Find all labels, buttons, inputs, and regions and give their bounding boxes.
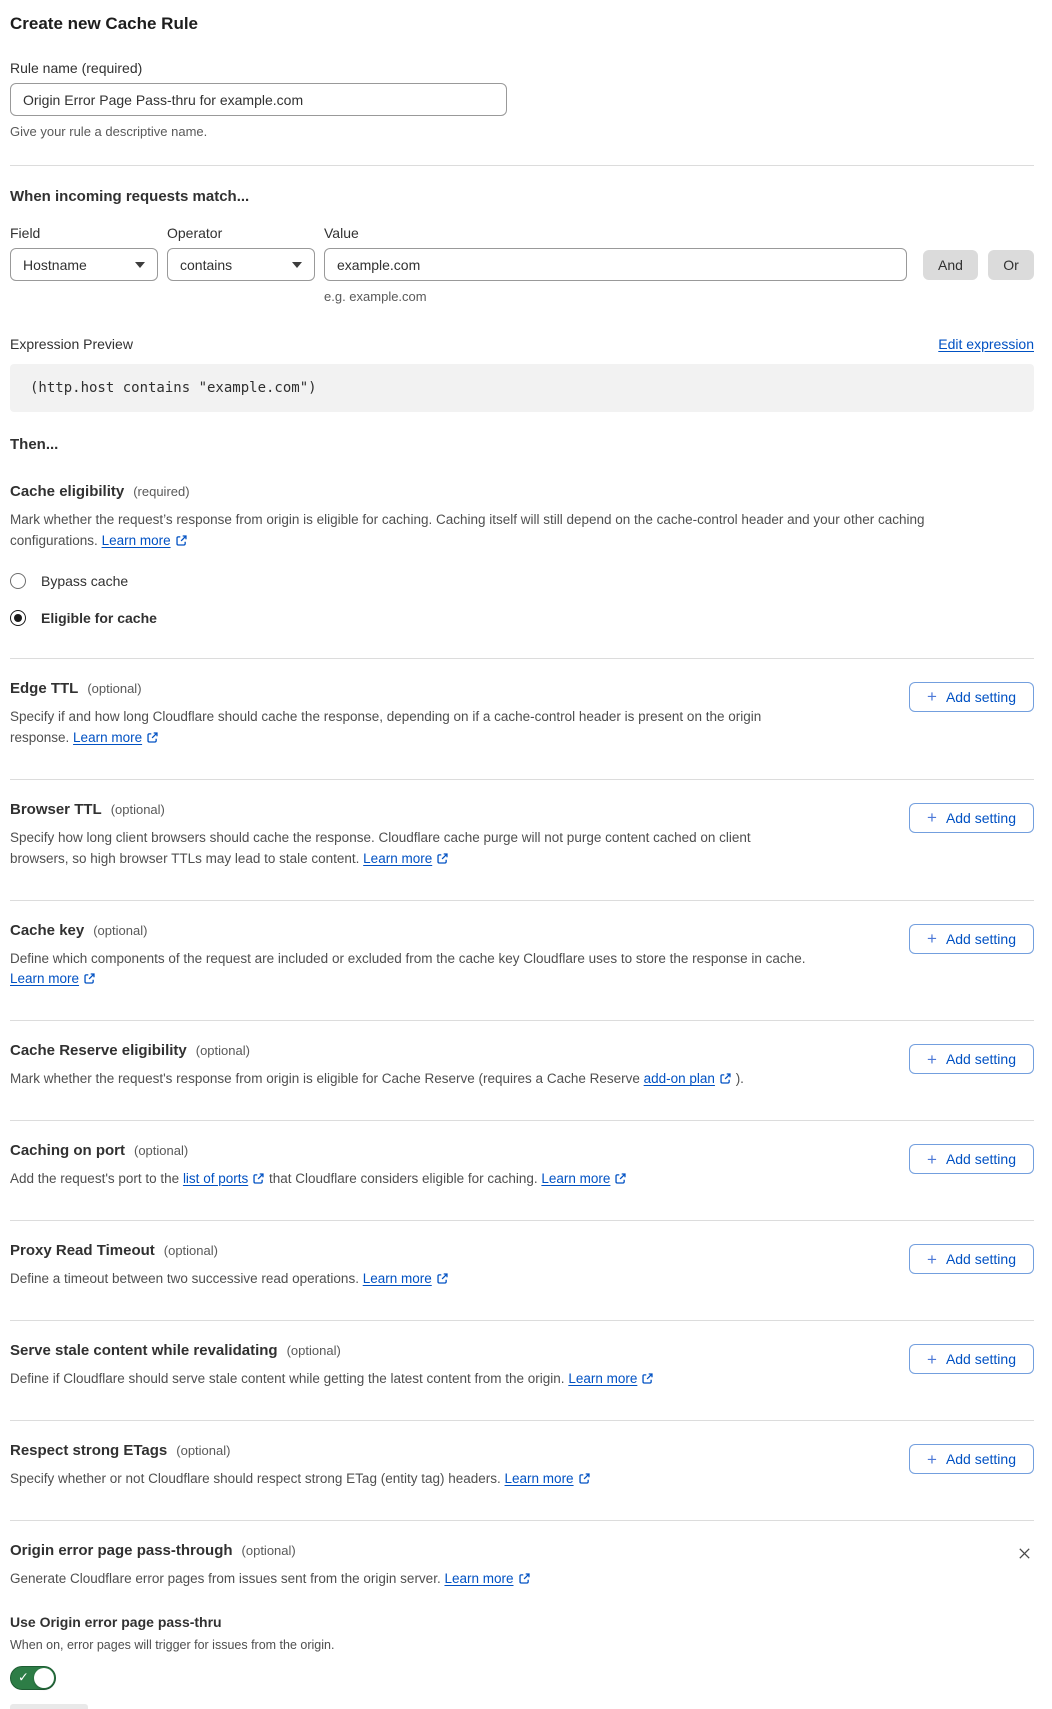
setting-title: Respect strong ETags: [10, 1442, 168, 1460]
chevron-down-icon: [135, 262, 145, 268]
setting-proxy-read-timeout: [10, 1221, 1034, 1320]
external-link-icon: [175, 534, 188, 547]
match-heading: When incoming requests match...: [10, 188, 250, 205]
origin-error-toggle[interactable]: [10, 1666, 56, 1690]
setting-respect-strong-etags: [10, 1421, 1034, 1520]
optional-badge: (optional): [87, 680, 142, 696]
chevron-down-icon: [292, 262, 302, 268]
expression-preview-code: (http.host contains "example.com"): [10, 364, 1034, 412]
learn-more-link[interactable]: Learn more: [101, 532, 171, 548]
external-link-icon: [436, 1272, 449, 1285]
cache-eligibility-options: [10, 573, 1034, 626]
external-link-icon: [146, 731, 159, 744]
expression-preview-label: Expression Preview: [10, 336, 133, 352]
page-title: Create new Cache Rule: [10, 14, 199, 33]
and-button[interactable]: And: [923, 250, 978, 280]
field-select[interactable]: [10, 248, 158, 281]
required-badge: (required): [133, 484, 190, 499]
setting-title: Edge TTL: [10, 679, 79, 697]
add-setting-button[interactable]: + Add setting: [909, 682, 1034, 712]
setting-cache-reserve-eligibility: [10, 1021, 1034, 1120]
setting-description: Define a timeout between two successive read operations. Learn more: [10, 1269, 810, 1290]
setting-title: Caching on port: [10, 1142, 125, 1160]
match-row: [10, 225, 1034, 304]
value-label: Value: [324, 225, 359, 241]
value-input[interactable]: [324, 248, 907, 281]
list-of-ports-link[interactable]: list of ports: [182, 1171, 249, 1187]
plus-icon: +: [927, 687, 937, 707]
setting-description: Specify whether or not Cloudflare should respect strong ETag (entity tag) headers. Learn more: [10, 1469, 810, 1490]
plus-icon: +: [927, 1449, 937, 1469]
cut-off-element: [10, 1704, 88, 1709]
external-link-icon: [578, 1472, 591, 1485]
plus-icon: +: [927, 808, 937, 828]
plus-icon: +: [927, 1049, 937, 1069]
radio-label: Eligible for cache: [41, 609, 157, 626]
setting-description: Generate Cloudflare error pages from issues sent from the origin server. Learn more: [10, 1569, 810, 1590]
setting-cache-key: [10, 901, 1034, 1021]
setting-title: Browser TTL: [10, 800, 102, 818]
setting-edge-ttl: [10, 659, 1034, 779]
setting-description: Mark whether the request's response from origin is eligible for Cache Reserve (requires a Cache Reserve add-on plan ).: [10, 1071, 744, 1087]
learn-more-link[interactable]: Learn more: [541, 1171, 611, 1187]
learn-more-link[interactable]: Learn more: [73, 729, 143, 745]
setting-caching-on-port: [10, 1121, 1034, 1220]
learn-more-link[interactable]: Learn more: [568, 1371, 638, 1387]
learn-more-link[interactable]: Learn more: [10, 971, 80, 987]
external-link-icon: [83, 972, 96, 985]
learn-more-link[interactable]: Learn more: [444, 1570, 514, 1586]
plus-icon: +: [927, 1249, 937, 1269]
setting-title: Origin error page pass-through: [10, 1541, 233, 1559]
setting-title: Proxy Read Timeout: [10, 1242, 155, 1260]
optional-badge: (optional): [286, 1343, 341, 1359]
learn-more-link[interactable]: Learn more: [362, 1271, 432, 1287]
setting-browser-ttl: [10, 780, 1034, 900]
external-link-icon: [719, 1072, 732, 1085]
divider: [10, 165, 1034, 166]
setting-description: Define if Cloudflare should serve stale content while getting the latest content from the origin. Learn more: [10, 1369, 810, 1390]
value-hint: e.g. example.com: [324, 289, 427, 304]
optional-badge: (optional): [176, 1443, 231, 1459]
setting-description: Specify if and how long Cloudflare should cache the response, depending on if a cache-control header is present on the origin response. Learn more: [10, 708, 762, 745]
setting-description: Add the request's port to the list of ports that Cloudflare considers eligible for caching. Learn more: [10, 1169, 810, 1190]
optional-badge: (optional): [110, 801, 165, 817]
setting-serve-stale-content: [10, 1321, 1034, 1420]
radio-bypass-cache[interactable]: [10, 573, 1034, 589]
plus-icon: +: [927, 1149, 937, 1169]
expression-header: [10, 336, 1034, 352]
setting-title: Serve stale content while revalidating: [10, 1342, 278, 1360]
add-setting-button[interactable]: + Add setting: [909, 803, 1034, 833]
plus-icon: +: [927, 1349, 937, 1369]
optional-badge: (optional): [195, 1043, 250, 1059]
plus-icon: +: [927, 929, 937, 949]
then-heading: Then...: [10, 436, 59, 453]
remove-setting-button[interactable]: [1015, 1544, 1034, 1566]
setting-description: Specify how long client browsers should cache the response. Cloudflare cache purge will not purge content cached on client browsers, so high browser TTLs may lead to stale content. Learn more: [10, 829, 751, 866]
close-icon: [1017, 1549, 1032, 1564]
add-setting-button[interactable]: + Add setting: [909, 1144, 1034, 1174]
external-link-icon: [641, 1372, 654, 1385]
add-setting-button[interactable]: + Add setting: [909, 1244, 1034, 1274]
setting-origin-error-page-pass-through: [10, 1521, 1034, 1709]
operator-select[interactable]: [167, 248, 315, 281]
setting-title: Cache key: [10, 921, 85, 939]
add-setting-button[interactable]: + Add setting: [909, 1344, 1034, 1374]
cache-eligibility-section: [10, 483, 1034, 626]
optional-badge: (optional): [93, 922, 148, 938]
add-setting-button[interactable]: + Add setting: [909, 1044, 1034, 1074]
operator-select-value: contains: [180, 256, 233, 273]
toggle-label: Use Origin error page pass-thru: [10, 1613, 222, 1630]
radio-icon[interactable]: [10, 573, 26, 589]
learn-more-link[interactable]: Learn more: [363, 850, 433, 866]
external-link-icon: [436, 852, 449, 865]
external-link-icon: [518, 1572, 531, 1585]
setting-title: Cache Reserve eligibility: [10, 1042, 187, 1060]
operator-label: Operator: [167, 225, 223, 241]
or-button[interactable]: Or: [988, 250, 1034, 280]
optional-badge: (optional): [163, 1243, 218, 1259]
field-label: Field: [10, 225, 41, 241]
cache-eligibility-description: Mark whether the request’s response from origin is eligible for caching. Caching itself will still depend on the cache-control header and your other caching configurations. Learn more: [10, 512, 925, 548]
external-link-icon: [614, 1172, 627, 1185]
external-link-icon: [252, 1172, 265, 1185]
check-icon: ✓: [18, 1669, 29, 1685]
rule-name-label: Rule name (required): [10, 60, 143, 76]
add-setting-button[interactable]: + Add setting: [909, 924, 1034, 954]
add-setting-button[interactable]: + Add setting: [909, 1444, 1034, 1474]
rule-name-help: Give your rule a descriptive name.: [10, 124, 208, 139]
learn-more-link[interactable]: Learn more: [504, 1471, 574, 1487]
add-on-plan-link[interactable]: add-on plan: [643, 1071, 715, 1087]
cache-eligibility-title: Cache eligibility: [10, 483, 125, 500]
setting-description: Define which components of the request are included or excluded from the cache key Cloudflare uses to store the response in cache. Learn more: [10, 950, 806, 987]
toggle-help: When on, error pages will trigger for issues from the origin.: [10, 1637, 335, 1652]
edit-expression-link[interactable]: Edit expression: [938, 336, 1034, 352]
optional-badge: (optional): [241, 1542, 296, 1558]
field-select-value: Hostname: [23, 256, 87, 273]
radio-eligible-for-cache[interactable]: [10, 610, 1034, 626]
rule-name-input[interactable]: [10, 83, 507, 116]
toggle-knob: [34, 1668, 54, 1688]
radio-label: Bypass cache: [41, 572, 129, 589]
optional-badge: (optional): [134, 1143, 189, 1159]
radio-icon[interactable]: [10, 610, 26, 626]
